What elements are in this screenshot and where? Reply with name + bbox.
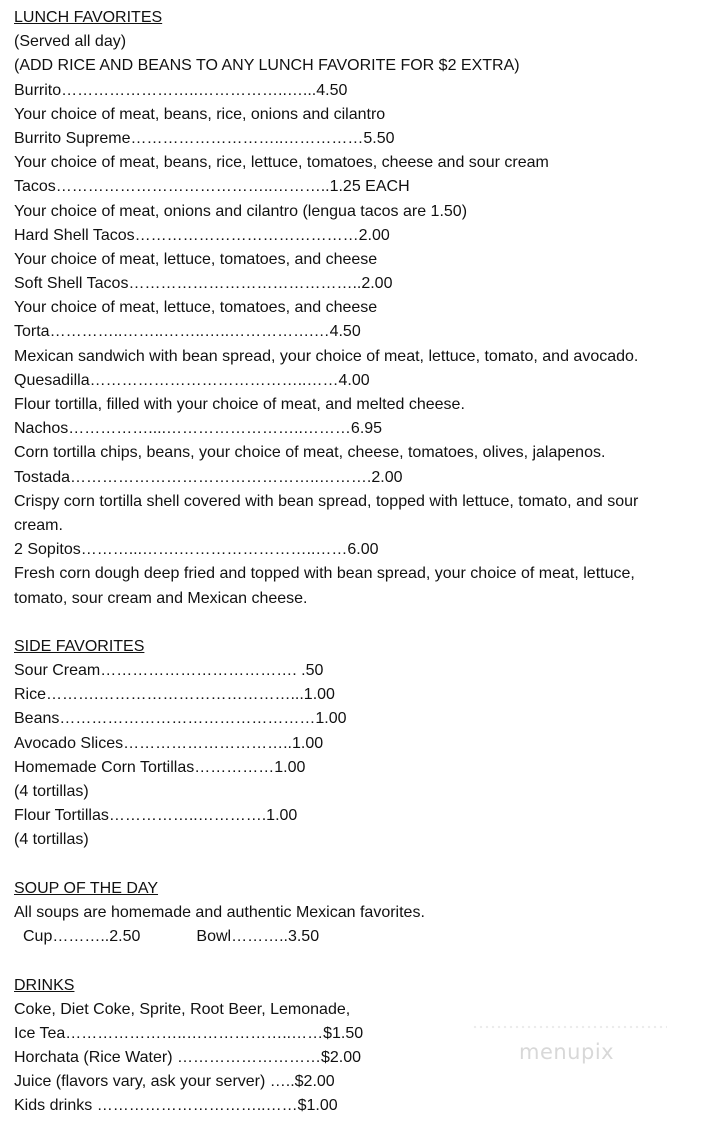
kids-drinks-item: Kids drinks …………………………..……$1.00 bbox=[14, 1097, 338, 1115]
burrito-item: Burrito……………………..……………..…...4.50 bbox=[14, 81, 348, 99]
side-favorites-heading: SIDE FAVORITES bbox=[14, 637, 145, 655]
quesadilla-item: Quesadilla…………………………………..……4.00 bbox=[14, 371, 370, 389]
flour-tortillas-note: (4 tortillas) bbox=[14, 831, 89, 849]
soft-shell-tacos-item: Soft Shell Tacos……………………………………..2.00 bbox=[14, 275, 393, 293]
section-spacer bbox=[14, 611, 704, 635]
sopitos-description-line-1: Fresh corn dough deep fried and topped with bean spread, your choice of meat, lettuce, bbox=[14, 565, 635, 583]
hard-shell-tacos-item: Hard Shell Tacos……………………………………2.00 bbox=[14, 226, 390, 244]
section-spacer bbox=[14, 853, 704, 877]
menupix-watermark: menupix bbox=[519, 1040, 615, 1064]
corn-tortillas-item: Homemade Corn Tortillas……………1.00 bbox=[14, 758, 306, 776]
watermark-dots bbox=[472, 1024, 667, 1030]
burrito-supreme-description: Your choice of meat, beans, rice, lettuce, tomatoes, cheese and sour cream bbox=[14, 154, 549, 172]
juice-item: Juice (flavors vary, ask your server) …..$2.00 bbox=[14, 1073, 335, 1091]
tacos-item: Tacos…………………………………..………..1.25 EACH bbox=[14, 178, 410, 196]
tostada-description-line-1: Crispy corn tortilla shell covered with bean spread, topped with lettuce, tomato, and sour bbox=[14, 492, 639, 510]
nachos-description: Corn tortilla chips, beans, your choice of meat, cheese, tomatoes, olives, jalapenos. bbox=[14, 444, 606, 462]
burrito-supreme-item: Burrito Supreme………………………..……………5.50 bbox=[14, 129, 395, 147]
soup-bowl-price: Bowl………..3.50 bbox=[196, 928, 320, 946]
served-all-day-note: (Served all day) bbox=[14, 33, 127, 51]
section-spacer bbox=[14, 949, 704, 973]
rice-beans-note: (ADD RICE AND BEANS TO ANY LUNCH FAVORITE FOR $2 EXTRA) bbox=[14, 57, 520, 75]
nachos-item: Nachos……………....……………………..………6.95 bbox=[14, 420, 383, 438]
soup-description: All soups are homemade and authentic Mexican favorites. bbox=[14, 903, 425, 921]
soup-of-the-day-heading: SOUP OF THE DAY bbox=[14, 879, 159, 897]
tostada-item: Tostada………………………………………..……….2.00 bbox=[14, 468, 403, 486]
drinks-heading: DRINKS bbox=[14, 976, 75, 994]
ice-tea-item: Ice Tea…………………..………………..……$1.50 bbox=[14, 1024, 364, 1042]
tostada-description-line-2: cream. bbox=[14, 516, 63, 534]
soup-cup-price: Cup………..2.50 bbox=[23, 928, 141, 946]
beans-item: Beans…………………………………………1.00 bbox=[14, 710, 347, 728]
flour-tortillas-item: Flour Tortillas……………..………….1.00 bbox=[14, 807, 298, 825]
corn-tortillas-note: (4 tortillas) bbox=[14, 783, 89, 800]
soft-shell-tacos-description: Your choice of meat, lettuce, tomatoes, and cheese bbox=[14, 299, 378, 317]
quesadilla-description: Flour tortilla, filled with your choice of meat, and melted cheese. bbox=[14, 396, 465, 413]
soup-prices bbox=[14, 925, 704, 949]
burrito-description: Your choice of meat, beans, rice, onions and cilantro bbox=[14, 105, 386, 123]
tacos-description: Your choice of meat, onions and cilantro (lengua tacos are 1.50) bbox=[14, 202, 468, 220]
rice-item: Rice……….………………………………...1.00 bbox=[14, 686, 335, 704]
sodas-list: Coke, Diet Coke, Sprite, Root Beer, Lemonade, bbox=[14, 1000, 351, 1018]
torta-description: Mexican sandwich with bean spread, your choice of meat, lettuce, tomato, and avocado. bbox=[14, 347, 639, 365]
horchata-item: Horchata (Rice Water) ………………………$2.00 bbox=[14, 1049, 362, 1067]
sour-cream-item: Sour Cream………………………………. .50 bbox=[14, 662, 324, 680]
menu-page bbox=[14, 6, 704, 1119]
torta-item: Torta…………..……..……..…..…………….…4.50 bbox=[14, 323, 361, 341]
hard-shell-tacos-description: Your choice of meat, lettuce, tomatoes, and cheese bbox=[14, 250, 378, 268]
lunch-favorites-heading: LUNCH FAVORITES bbox=[14, 9, 163, 26]
sopitos-description-line-2: tomato, sour cream and Mexican cheese. bbox=[14, 589, 308, 607]
avocado-slices-item: Avocado Slices…………………………..1.00 bbox=[14, 734, 324, 752]
sopitos-item: 2 Sopitos………...…….……………………..……6.00 bbox=[14, 541, 379, 559]
